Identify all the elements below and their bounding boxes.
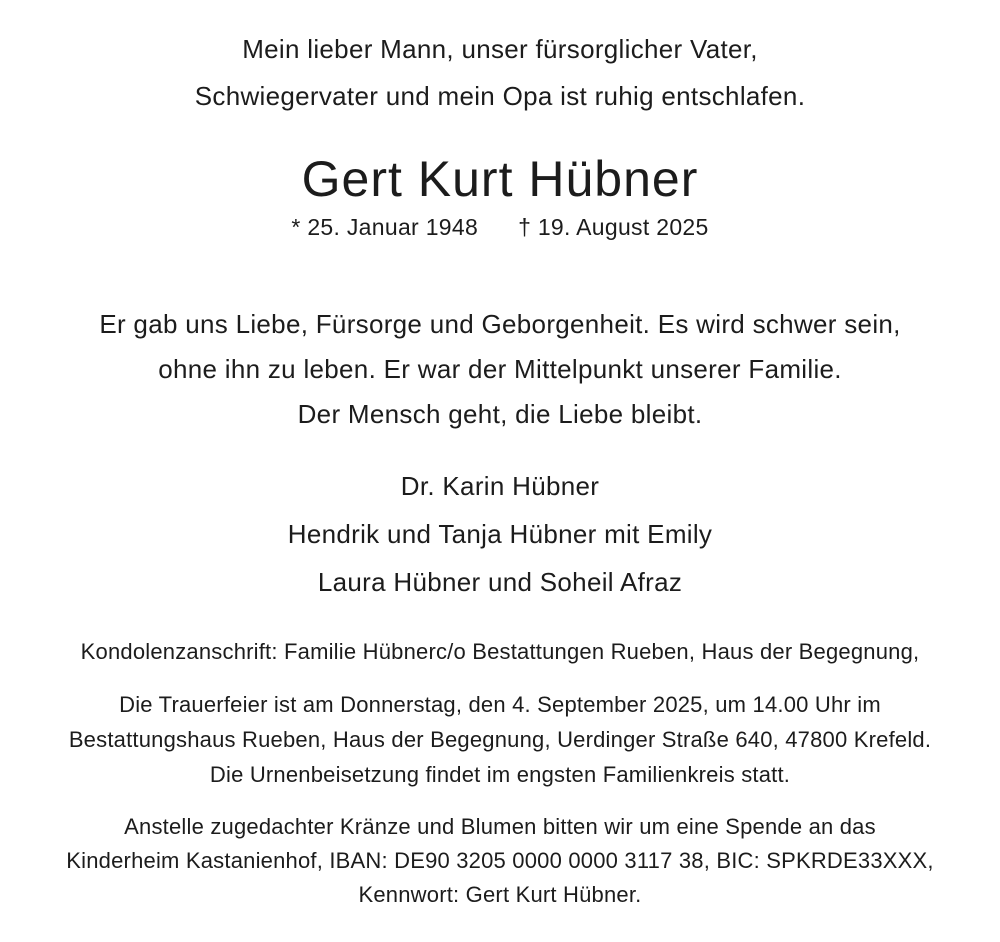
condolence-address — [0, 637, 1000, 667]
funeral-details — [0, 687, 1000, 792]
intro-line-2: Schwiegervater und mein Opa ist ruhig entschlafen. — [194, 81, 806, 111]
condolence-line-1: Kondolenzanschrift: Familie Hübnerc/o Bestattungen Rueben, Haus der Begegnung, — [80, 639, 920, 664]
mourners-list — [0, 462, 1000, 606]
donation-line-2: Kinderheim Kastanienhof, IBAN: DE90 3205 0000 0000 3117 38, BIC: SPKRDE33XXX, — [66, 848, 934, 873]
funeral-line-3: Die Urnenbeisetzung findet im engsten Familienkreis statt. — [209, 762, 791, 787]
intro-line-1: Mein lieber Mann, unser fürsorglicher Vater, — [242, 34, 758, 64]
donation-line-3: Kennwort: Gert Kurt Hübner. — [358, 882, 642, 907]
death-date: † 19. August 2025 — [518, 214, 709, 240]
funeral-line-2: Bestattungshaus Rueben, Haus der Begegnung, Uerdinger Straße 640, 47800 Krefeld. — [68, 727, 932, 752]
mourner-name: Hendrik und Tanja Hübner mit Emily — [287, 519, 713, 549]
donation-request — [0, 810, 1000, 912]
tribute-text — [0, 302, 1000, 437]
tribute-line-2: ohne ihn zu leben. Er war der Mittelpunkt unserer Familie. — [158, 354, 842, 384]
intro-text — [0, 26, 1000, 120]
funeral-line-1: Die Trauerfeier ist am Donnerstag, den 4. September 2025, um 14.00 Uhr im — [119, 692, 881, 717]
deceased-name: Gert Kurt Hübner — [301, 151, 699, 207]
tribute-line-3: Der Mensch geht, die Liebe bleibt. — [297, 399, 703, 429]
life-dates — [0, 212, 1000, 242]
donation-line-1: Anstelle zugedachter Kränze und Blumen bitten wir um eine Spende an das — [124, 814, 876, 839]
mourner-name: Dr. Karin Hübner — [400, 471, 600, 501]
tribute-line-1: Er gab uns Liebe, Fürsorge und Geborgenheit. Es wird schwer sein, — [99, 309, 901, 339]
mourner-name: Laura Hübner und Soheil Afraz — [317, 567, 683, 597]
birth-date: * 25. Januar 1948 — [291, 214, 479, 240]
